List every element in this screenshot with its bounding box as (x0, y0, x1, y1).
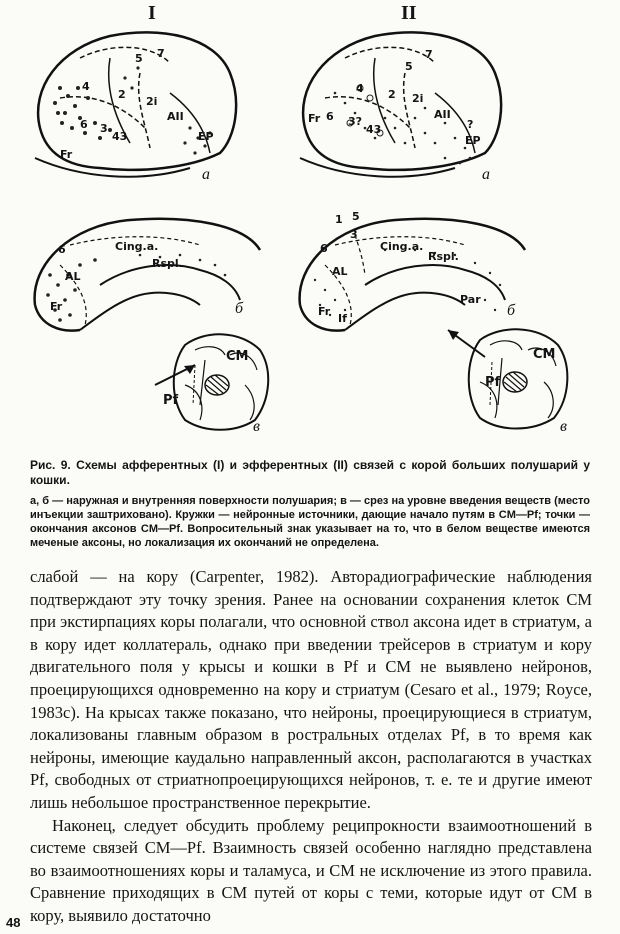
region-label: 6 (80, 118, 88, 131)
panel-letter-v: в (560, 418, 567, 435)
panel-letter-b: б (507, 302, 516, 319)
region-label: 4 (356, 82, 364, 95)
region-label: 43 (112, 130, 128, 143)
region-label-cm: CM (226, 349, 249, 364)
region-label: 6 (320, 242, 328, 255)
region-label: AL (332, 265, 348, 278)
brain-medial-afferent (20, 205, 270, 345)
region-label: 7 (425, 48, 433, 61)
region-label: 5 (352, 210, 360, 223)
region-label: 4 (82, 80, 90, 93)
body-text (30, 566, 592, 928)
region-label: 7 (157, 47, 165, 60)
region-label: If (338, 312, 347, 325)
region-label: 2i (146, 95, 158, 108)
region-label: 2i (412, 92, 424, 105)
region-label: 6 (58, 243, 66, 256)
region-label: ? (467, 118, 474, 131)
caption-title: Рис. 9. Схемы афферентных (I) и эфферентных (II) связей с корой больших полушарий у кошки. (30, 458, 590, 487)
region-label: EP (465, 134, 481, 147)
region-label: 3 (100, 122, 108, 135)
region-label: Cing.a. (115, 240, 159, 253)
region-label: 5 (405, 60, 413, 73)
panel-letter-a: а (482, 166, 490, 183)
figure-caption (30, 458, 590, 550)
region-label: Cing.a. (380, 240, 424, 253)
region-label: 3? (348, 115, 363, 128)
arrow-icon (150, 355, 210, 390)
region-label: Fr (60, 148, 73, 161)
region-label: AII (434, 108, 451, 121)
caption-body: а, б — наружная и внутренняя поверхности полушария; в — срез на уровне введения веществ (место инъекции заштриховано). Кружки — нейронные источники, дающие начало путям в CM—Pf; точки — окончания аксонов CM—Pf. Вопросительный знак указывает на то, что в белом веществе имеются меченые аксоны, но локализация их окончаний не определена. (30, 495, 590, 549)
column-label-II: II (401, 2, 417, 24)
panel-letter-v: в (253, 418, 260, 435)
region-label: 5 (135, 52, 143, 65)
region-label: 2 (118, 88, 126, 101)
region-label: 3 (350, 228, 358, 241)
region-label-cm: CM (533, 347, 556, 362)
region-label: AL (65, 270, 81, 283)
region-label: AII (167, 110, 184, 123)
region-label: Par (460, 293, 481, 306)
figure-9 (20, 0, 600, 450)
arrow-icon (440, 322, 490, 362)
region-label: Fr (50, 300, 63, 313)
region-label: 1 (335, 213, 343, 226)
paragraph: Наконец, следует обсудить проблему реципрокности взаимоотношений в системе связей CM—Pf. Взаимность связей особенно наглядно представлена во взаимоотношениях коры и таламуса, и CM не исключение из этого правила. Сравнение приходящих в CM путей от коры с теми, которые идут от CM в кору, выявило достаточно (30, 815, 592, 925)
panel-letter-b: б (235, 300, 244, 317)
region-label: 43 (366, 123, 382, 136)
brain-lateral-efferent (285, 18, 515, 188)
paragraph: слабой — на кору (Carpenter, 1982). Авторадиографические наблюдения подтверждают эту точку зрения. Ранее на основании сохранения клеток CM при экстирпациях коры полагали, что основной ствол аксона идет в стриатум, а в кору идет коллатераль, однако при введении трейсеров в стриатум и кору двигательного поля у крысы и кошки в Pf и CM не выявлено нейронов, проецирующихся одновременно на кору и стриатум (Cesaro et al., 1979; Royce, 1983c). На крысах также показано, что нейроны, проецирующиеся в стриатум, локализованы главным образом в ростральных отделах Pf, в то время как нейроны, имеющие каудально направленный аксон, располагаются в участках Pf, свободных от стриатнопроецирующихся нейронов, т. е. те и другие имеют лишь небольшое пространственное перекрытие. (30, 567, 592, 812)
region-label-pf: Pf (163, 393, 179, 408)
panel-letter-a: а (202, 166, 210, 183)
brain-lateral-afferent (20, 18, 250, 188)
region-label-pf: Pf (485, 375, 501, 390)
region-label: 6 (326, 110, 334, 123)
column-label-I: I (148, 2, 156, 24)
page-number: 48 (6, 915, 21, 930)
region-label: Fr (318, 305, 331, 318)
region-label: 2 (388, 88, 396, 101)
region-label: EP (198, 130, 214, 143)
region-label: Rspl. (152, 257, 183, 270)
region-label: Rspl. (428, 250, 459, 263)
region-label: Fr (308, 112, 321, 125)
